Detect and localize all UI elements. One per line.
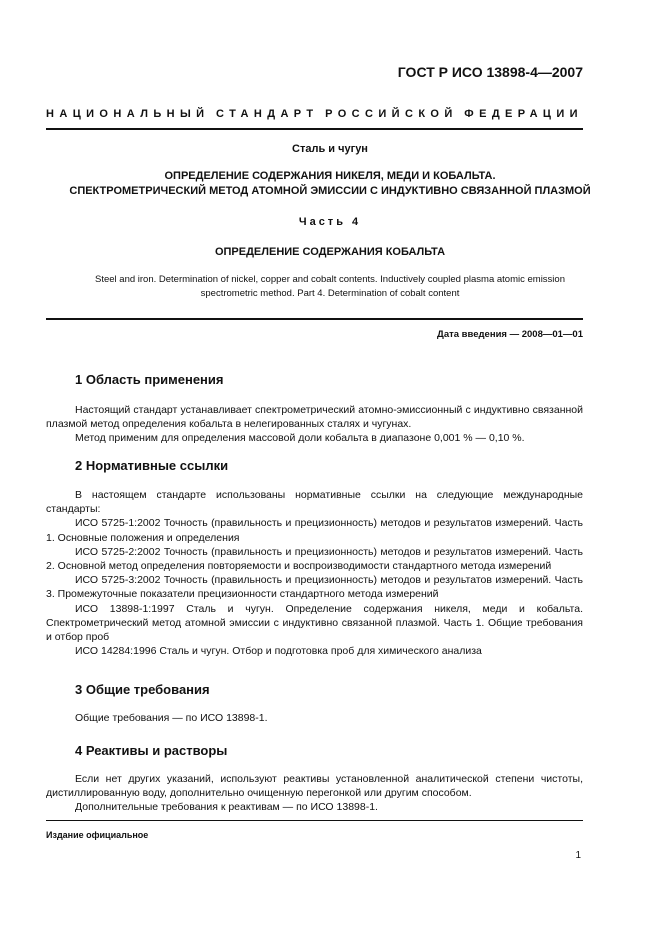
main-title-line-1: ОПРЕДЕЛЕНИЕ СОДЕРЖАНИЯ НИКЕЛЯ, МЕДИ И КОБАЛЬТА. xyxy=(164,170,496,182)
banner-word: РОССИЙСКОЙ xyxy=(325,108,458,120)
header-divider xyxy=(46,128,583,130)
reference-item: ИСО 5725-1:2002 Точность (правильность и прецизионность) методов и результатов измерений. Часть 1. Основные положения и определения xyxy=(46,517,583,544)
paragraph: Дополнительные требования к реактивам — по ИСО 13898-1. xyxy=(75,801,378,814)
main-title-line-2: СПЕКТРОМЕТРИЧЕСКИЙ МЕТОД АТОМНОЙ ЭМИССИИ С ИНДУКТИВНО СВЯЗАННОЙ ПЛАЗМОЙ xyxy=(69,185,591,197)
section-title-normative-references: 2 Нормативные ссылки xyxy=(75,458,229,473)
section-body-general-requirements xyxy=(46,711,583,725)
english-title-line-1: Steel and iron. Determination of nickel, copper and cobalt contents. Inductively coupled plasma atomic emission xyxy=(95,274,565,285)
title-divider xyxy=(46,318,583,320)
reference-item: ИСО 14284:1996 Сталь и чугун. Отбор и подготовка проб для химического анализа xyxy=(75,645,482,658)
banner-word: НАЦИОНАЛЬНЫЙ xyxy=(46,108,210,120)
category-title: Сталь и чугун xyxy=(292,143,368,155)
banner-word: ФЕДЕРАЦИИ xyxy=(464,108,583,120)
reference-item: ИСО 13898-1:1997 Сталь и чугун. Определение содержания никеля, меди и кобальта. Спектрометрический метод атомной эмиссии с индуктивно связанной плазмой. Часть 1. Общие требования и отбор проб xyxy=(46,602,583,644)
footer-divider xyxy=(46,820,583,821)
banner-word: СТАНДАРТ xyxy=(216,108,319,120)
english-title-line-2: spectrometric method. Part 4. Determination of cobalt content xyxy=(200,288,460,299)
section-title-general-requirements: 3 Общие требования xyxy=(75,682,210,697)
page-number: 1 xyxy=(575,850,581,861)
english-title xyxy=(40,273,620,301)
national-standard-banner xyxy=(46,108,583,120)
reference-item: ИСО 5725-2:2002 Точность (правильность и прецизионность) методов и результатов измерений. Часть 2. Основной метод определения повторяемости и воспроизводимости стандартного метода измерений xyxy=(46,545,583,573)
part-title: ОПРЕДЕЛЕНИЕ СОДЕРЖАНИЯ КОБАЛЬТА xyxy=(214,246,446,258)
section-title-scope: 1 Область применения xyxy=(75,372,224,387)
paragraph: Настоящий стандарт устанавливает спектрометрический атомно-эмиссионный с индуктивно связанной плазмой метод определения кобальта в нелегированных сталях и чугунах. xyxy=(46,404,583,431)
edition-label: Издание официальное xyxy=(46,830,149,840)
reference-item: ИСО 5725-3:2002 Точность (правильность и прецизионность) методов и результатов измерений. Часть 3. Промежуточные показатели прецизионности стандартного метода измерений xyxy=(46,574,583,601)
introduction-date: Дата введения — 2008—01—01 xyxy=(437,329,583,340)
paragraph: Метод применим для определения массовой доли кобальта в диапазоне 0,001 % — 0,10 %. xyxy=(75,432,525,445)
paragraph: Общие требования — по ИСО 13898-1. xyxy=(75,712,268,724)
section-title-reagents: 4 Реактивы и растворы xyxy=(75,743,228,758)
section-body-normative-references xyxy=(46,488,583,658)
paragraph: Если нет других указаний, используют реактивы установленной аналитической степени чистоты, дистиллированную воду, дополнительно очищенную перегонкой или другим способом. xyxy=(46,773,583,800)
section-body-reagents xyxy=(46,772,583,815)
section-body-scope xyxy=(46,403,583,446)
document-code: ГОСТ Р ИСО 13898-4—2007 xyxy=(397,64,583,80)
part-label: Часть 4 xyxy=(298,216,362,228)
paragraph: В настоящем стандарте использованы нормативные ссылки на следующие международные стандарты: xyxy=(46,489,583,516)
